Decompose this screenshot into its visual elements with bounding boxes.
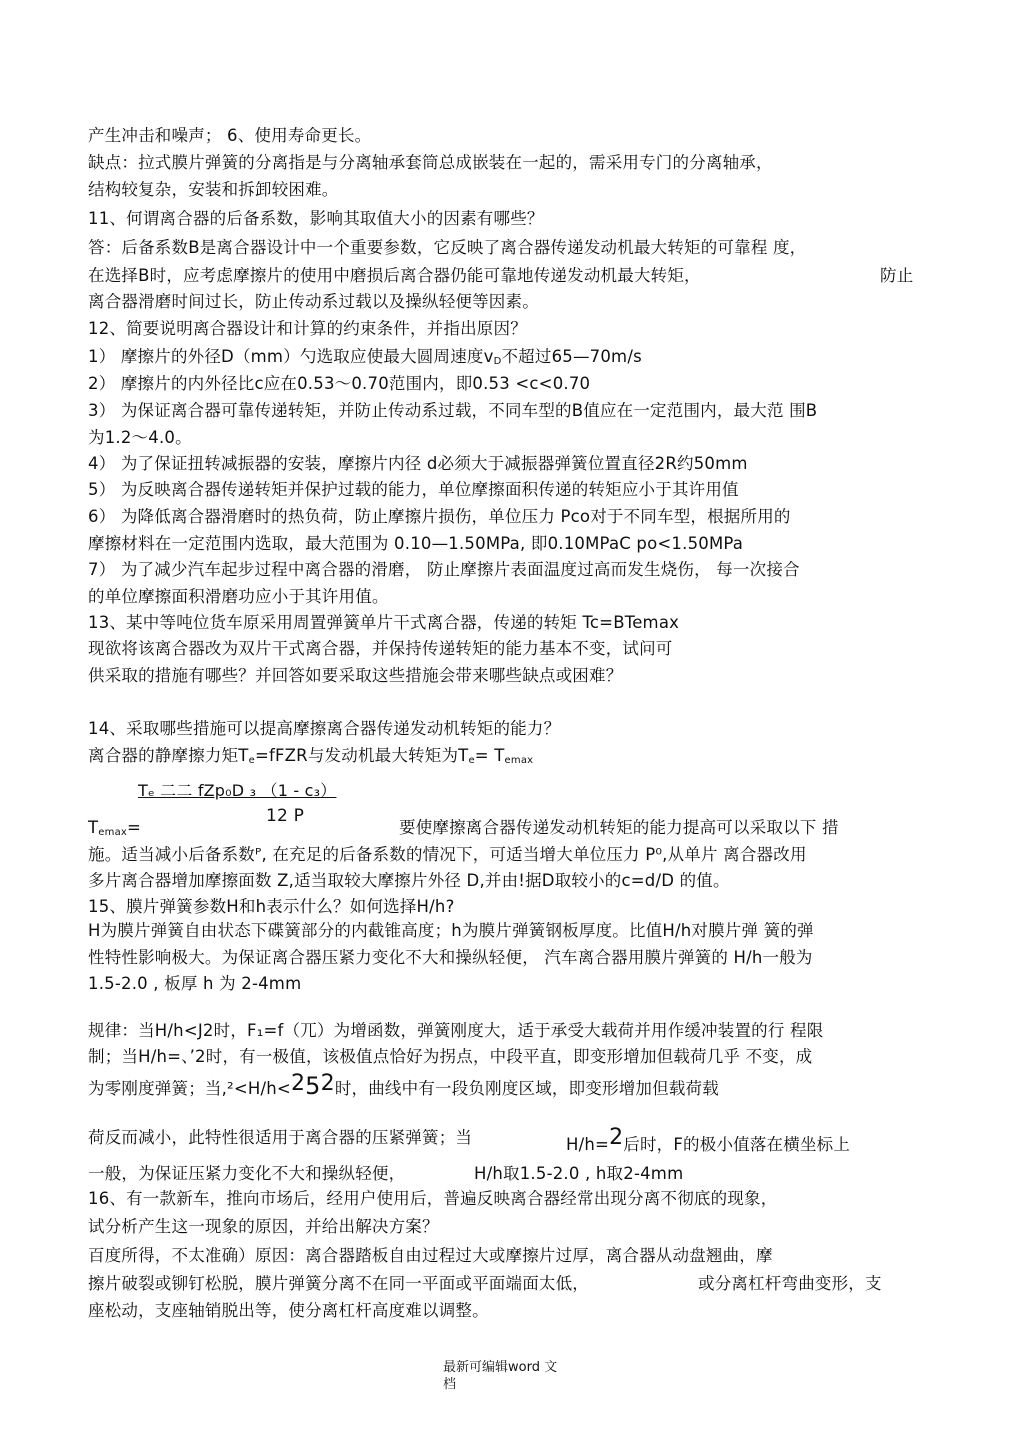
text-line: 座松动，支座轴销脱出等，使分离杠杆高度难以调整。 (88, 1301, 489, 1320)
text-span: 一般，为保证压紧力变化不大和操纵轻便， (88, 1164, 406, 1183)
text-line (88, 266, 914, 286)
formula-lhs (88, 818, 141, 843)
text-line (88, 347, 642, 372)
text-line: 为1.2〜4.0。 (88, 428, 192, 447)
formula-denominator: 12 P (266, 806, 305, 826)
text-line (88, 746, 533, 771)
subscript: emax (98, 827, 128, 838)
question-12: 12、简要说明离合器设计和计算的约束条件，并指出原因？ (88, 319, 527, 338)
text-line (88, 1071, 719, 1100)
text-span: 后时，F的极小值落在横坐标上 (623, 1135, 851, 1154)
question-15: 15、膜片弹簧参数H和h表示什么？如何选择H/h? (88, 897, 455, 916)
text-line: 1.5-2.0 , 板厚 h 为 2-4mm (88, 974, 302, 993)
text-line: 产生冲击和噪声； 6、使用寿命更长。 (88, 126, 372, 145)
text-span: 或分离杠杆弯曲变形，支 (698, 1274, 882, 1293)
text-line: 的单位摩擦面积滑磨功应小于其许用值。 (88, 587, 389, 606)
question-13: 13、某中等吨位货车原采用周置弹簧单片干式离合器，传递的转矩 Tc=BTemax (88, 613, 680, 632)
text-span: 时，曲线中有一段负刚度区域，即变形增加但载荷载 (334, 1079, 719, 1098)
text-span: 在选择B时，应考虑摩擦片的使用中磨损后离合器仍能可靠地传递发动机最大转矩， (88, 266, 701, 285)
text-line: 制；当H/h=、’2时，有一极值，该极值点恰好为拐点，中段平直，即变形增加但载荷几乎 不变，成 (88, 1047, 813, 1066)
text-span: 不超过65—70m/s (501, 347, 642, 366)
text-span (566, 1125, 851, 1155)
text-line: 6） 为降低离合器滑磨时的热负荷，防止摩擦片损伤，单位压力 Pco对于不同车型，根据所用的 (88, 507, 791, 526)
question-16: 16、有一款新车，推向市场后，经用户使用后，普遍反映离合器经常出现分离不彻底的现象， (88, 1189, 778, 1208)
text-line: H为膜片弹簧自由状态下碟簧部分的内截锥高度；h为膜片弹簧钢板厚度。比值H/h对膜片弹 簧的弹 (88, 921, 814, 940)
text-line: 性特性影响极大。为保证离合器压紧力变化不大和操纵轻便， 汽车离合器用膜片弹簧的 H/h一般为 (88, 948, 813, 967)
text-line: 规律：当H/h<J2时，F₁=f（兀）为增函数，弹簧刚度大，适于承受大载荷并用作缓冲装置的行 程限 (88, 1021, 824, 1040)
subscript: e (248, 755, 255, 766)
footer-text: 最新可编辑word 文 (443, 1360, 558, 1375)
text-line: 5） 为反映离合器传递转矩并保护过载的能力，单位摩擦面积传递的转矩应小于其许用值 (88, 480, 739, 499)
footer-text: 档 (443, 1377, 457, 1392)
text-line: 要使摩擦离合器传递发动机转矩的能力提高可以采取以下 措 (399, 818, 839, 837)
text-line: 百度所得，不太准确）原因：离合器踏板自由过程过大或摩擦片过厚，离合器从动盘翘曲，摩 (88, 1246, 773, 1265)
text-line: 4） 为了保证扭转减振器的安装，摩擦片内径 d必须大于减振器弹簧位置直径2R约50mm (88, 454, 748, 473)
superscript-number: 5 (305, 1072, 321, 1100)
text-line: 试分析产生这一现象的原因，并给出解决方案？ (88, 1217, 439, 1236)
text-span: 为零刚度弹簧；当,²<H/h< (88, 1079, 291, 1098)
text-line: 缺点：拉式膜片弹簧的分离指是与分离轴承套筒总成嵌装在一起的，需采用专门的分离轴承， (88, 153, 773, 172)
text-line (88, 1164, 684, 1184)
subscript: D (493, 356, 502, 367)
text-span: H/h= (566, 1135, 610, 1154)
text-line: 答：后备系数B是离合器设计中一个重要参数，它反映了离合器传递发动机最大转矩的可靠程 度， (88, 238, 807, 257)
text-span: = T (474, 746, 505, 765)
text-span: T (88, 818, 99, 837)
text-line: 供采取的措施有哪些？并回答如要采取这些措施会带来哪些缺点或困难？ (88, 666, 623, 685)
text-line: 摩擦材料在一定范围内选取，最大范围为 0.10—1.50MPa, 即0.10MPaC po<1.50MPa (88, 534, 744, 553)
text-line: 3） 为保证离合器可靠传递转矩，并防止传动系过载，不同车型的B值应在一定范围内，最大范 围B (88, 401, 818, 420)
text-span: = (127, 818, 142, 837)
text-line: 多片离合器增加摩擦面数 Z,适当取较大摩擦片外径 D,并由!据D取较小的c=d/D 的值。 (88, 871, 730, 890)
text-line: 2） 摩擦片的内外径比c应在0.53〜0.70范围内，即0.53 <c<0.70 (88, 374, 591, 393)
question-14: 14、采取哪些措施可以提高摩擦离合器传递发动机转矩的能力？ (88, 719, 561, 738)
text-span: 荷反而减小，此特性很适用于离合器的压紧弹簧；当 (88, 1128, 473, 1147)
text-span: H/h取1.5-2.0 , h取2-4mm (474, 1164, 684, 1183)
text-line: 离合器滑磨时间过长，防止传动系过载以及操纵轻便等因素。 (88, 292, 539, 311)
superscript-number: 2 (290, 1071, 306, 1096)
formula-numerator: Tₑ 二二 fZp₀D ₃ （1 - c₃） (138, 781, 337, 800)
text-line (88, 1125, 851, 1154)
text-span: 防止 (880, 266, 914, 285)
question-11: 11、何谓离合器的后备系数，影响其取值大小的因素有哪些？ (88, 209, 544, 228)
text-line: 现欲将该离合器改为双片干式离合器，并保持传递转矩的能力基本不变，试问可 (88, 639, 673, 658)
text-line: 结构较复杂，安装和拆卸较困难。 (88, 180, 339, 199)
superscript-number: 2 (320, 1071, 335, 1096)
text-line (88, 1274, 882, 1294)
text-line: 7） 为了减少汽车起步过程中离合器的滑磨， 防止摩擦片表面温度过高而发生烧伤， 每一次接合 (88, 560, 800, 579)
text-span: 1） 摩擦片的外径D（mm）勺选取应使最大圆周速度v (88, 347, 494, 366)
subscript: emax (504, 755, 534, 766)
text-line: 施。适当减小后备系数ᴾ, 在充足的后备系数的情况下，可适当增大单位压力 P⁰,从单片 离合器改用 (88, 845, 807, 864)
text-span: 擦片破裂或铆钉松脱，膜片弹簧分离不在同一平面或平面端面太低， (88, 1274, 589, 1293)
subscript: e (468, 755, 475, 766)
text-span: =fFZR与发动机最大转矩为T (254, 746, 469, 765)
text-span: 离合器的静摩擦力矩T (88, 746, 249, 765)
superscript-number: 2 (609, 1125, 624, 1150)
